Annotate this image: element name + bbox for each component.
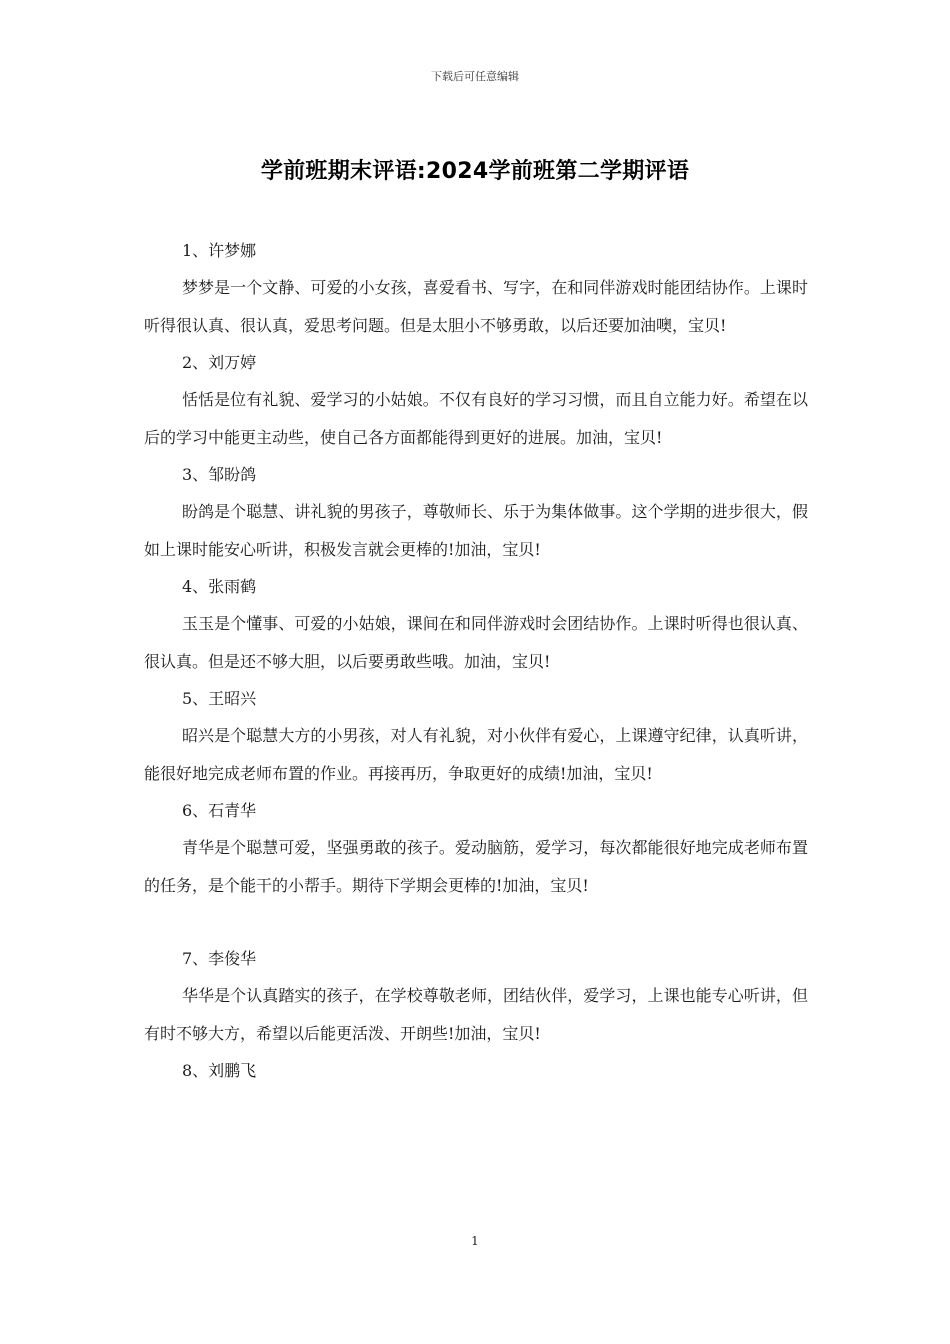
entry-heading-2: 2、刘万婷 xyxy=(182,353,257,372)
entry-heading-6: 6、石青华 xyxy=(182,801,257,820)
entry-heading-1: 1、许梦娜 xyxy=(182,241,257,260)
entry-body-4: 玉玉是个懂事、可爱的小姑娘，课间在和同伴游戏时会团结协作。上课时听得也很认真、很认真。但是还不够大胆，以后要勇敢些哦。加油，宝贝! xyxy=(144,614,808,671)
entry-body-7: 华华是个认真踏实的孩子，在学校尊敬老师，团结伙伴，爱学习，上课也能专心听讲，但有时不够大方，希望以后能更活泼、开朗些!加油，宝贝! xyxy=(144,986,808,1043)
document-body xyxy=(144,232,808,1089)
entry-body-2: 恬恬是位有礼貌、爱学习的小姑娘。不仅有良好的学习习惯，而且自立能力好。希望在以后的学习中能更主动些，使自己各方面都能得到更好的进展。加油，宝贝! xyxy=(144,390,808,447)
entry-heading-3: 3、邹盼鸽 xyxy=(182,465,257,484)
entry-heading-8: 8、刘鹏飞 xyxy=(182,1061,257,1080)
header-note: 下载后可任意编辑 xyxy=(431,70,519,83)
paragraph-gap xyxy=(144,904,808,940)
entry-body-5: 昭兴是个聪慧大方的小男孩，对人有礼貌，对小伙伴有爱心，上课遵守纪律，认真听讲，能很好地完成老师布置的作业。再接再历，争取更好的成绩!加油，宝贝! xyxy=(144,726,808,783)
entry-body-1: 梦梦是一个文静、可爱的小女孩，喜爱看书、写字，在和同伴游戏时能团结协作。上课时听得很认真、很认真，爱思考问题。但是太胆小不够勇敢，以后还要加油噢，宝贝! xyxy=(144,278,808,335)
entry-body-6: 青华是个聪慧可爱，坚强勇敢的孩子。爱动脑筋，爱学习，每次都能很好地完成老师布置的任务，是个能干的小帮手。期待下学期会更棒的!加油，宝贝! xyxy=(144,838,808,895)
entry-heading-7: 7、李俊华 xyxy=(182,949,257,968)
entry-body-3: 盼鸽是个聪慧、讲礼貌的男孩子，尊敬师长、乐于为集体做事。这个学期的进步很大，假如上课时能安心听讲，积极发言就会更棒的!加油，宝贝! xyxy=(144,502,808,559)
page-number: 1 xyxy=(471,1234,479,1248)
entry-heading-5: 5、王昭兴 xyxy=(182,689,257,708)
document-title: 学前班期末评语:2024学前班第二学期评语 xyxy=(260,159,690,184)
entry-heading-4: 4、张雨鹤 xyxy=(182,577,257,596)
